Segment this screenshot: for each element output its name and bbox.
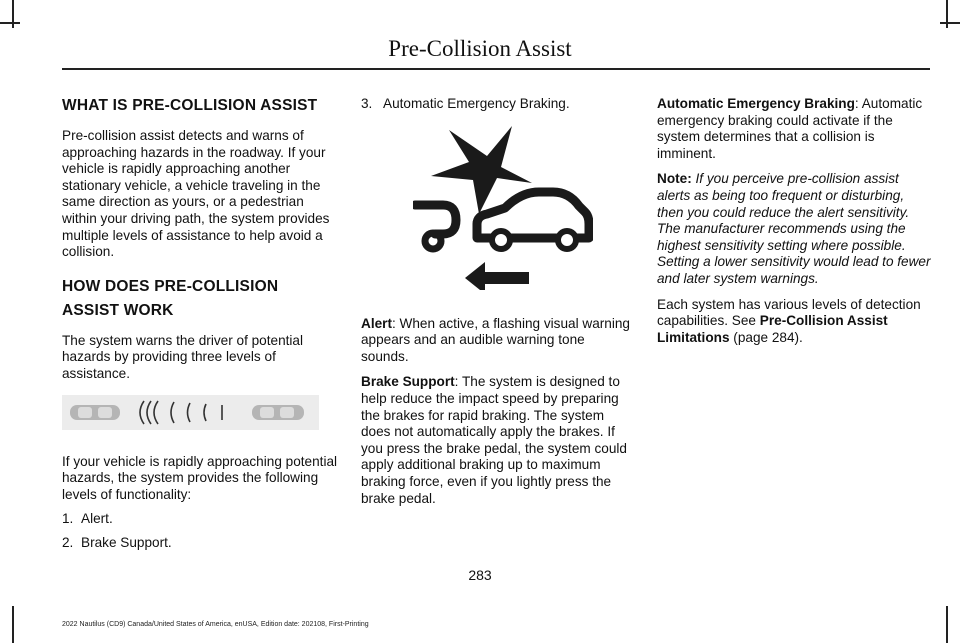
automatic-emergency-braking-icon [413,126,593,290]
section-heading-what-is: WHAT IS PRE-COLLISION ASSIST [62,97,318,114]
list-text: Alert. [81,511,113,527]
crop-mark [12,606,14,643]
sensitivity-paragraph [657,297,932,347]
list-text: Automatic Emergency Braking. [383,96,570,111]
crop-mark [946,606,948,643]
page-reference: (page 284). [729,329,803,345]
crop-mark [946,0,948,28]
list-text: Brake Support. [81,534,172,550]
list-number: 1. [62,511,74,527]
aeb-term: Automatic Emergency Braking [657,96,855,111]
brake-support-paragraph [361,374,636,507]
edition-note: 2022 Nautilus (CD9) Canada/United States of America, enUSA, Edition date: 202108, First-Printing [62,621,369,628]
section-heading-how-does-line2: ASSIST WORK [62,301,174,319]
vehicle-approach-illustration [62,395,319,430]
list-item [361,96,636,113]
alert-paragraph [361,316,636,366]
crop-mark [940,22,960,24]
column-1 [62,96,340,552]
aeb-paragraph [657,96,932,162]
functionality-paragraph: If your vehicle is rapidly approaching potential hazards, the system provides the following levels of functionality: [62,453,338,502]
page-number: 283 [468,567,492,583]
column-3 [657,96,932,346]
note-text: If you perceive pre-collision assist alerts as being too frequent or disturbing, then you could reduce the alert sensitivity. The manufacturer recommends using the highest sensitivity setting where possible. Setting a lower sensitivity would lead to fewer and later system warnings. [657,171,931,286]
list-number: 3. [361,96,373,111]
note-label: Note: [657,171,692,187]
alert-term: Alert [361,315,392,331]
brake-support-term: Brake Support [361,374,455,390]
note-paragraph [657,171,932,287]
header-divider [62,68,930,70]
alert-text: : When active, a flashing visual warning appears and an audible warning tone sounds. [361,315,630,364]
brake-support-text: : The system is designed to help reduce the impact speed by preparing the brakes for rapid braking. The system does not automatically apply the brakes. If you press the brake pedal, the system could apply additional braking up to maximum braking force, even if you lightly press the brake pedal. [361,374,627,506]
column-2 [361,96,636,507]
section-heading-how-does-line1: HOW DOES PRE-COLLISION [62,277,279,295]
list-item [62,511,340,528]
page-title: Pre-Collision Assist [388,36,572,61]
sensitivity-text: Each system has various levels of detection capabilities. See [657,296,921,329]
list-item [62,535,340,552]
limitations-link[interactable]: Pre-Collision Assist Limitations [657,313,888,345]
intro-paragraph: Pre-collision assist detects and warns of approaching hazards in the roadway. If your vehicle is rapidly approaching another stationary vehicle, a vehicle traveling in the same direction as yours, or a pedestrian within your driving path, the system provides multiple levels of assistance to help avoid a collision. [62,128,330,260]
crop-mark [12,0,14,28]
aeb-text: : Automatic emergency braking could activate if the system determines that a collision is imminent. [657,96,923,161]
levels-paragraph: The system warns the driver of potential hazards by providing three levels of assistance. [62,332,304,381]
list-number: 2. [62,534,74,550]
crop-mark [0,22,20,24]
